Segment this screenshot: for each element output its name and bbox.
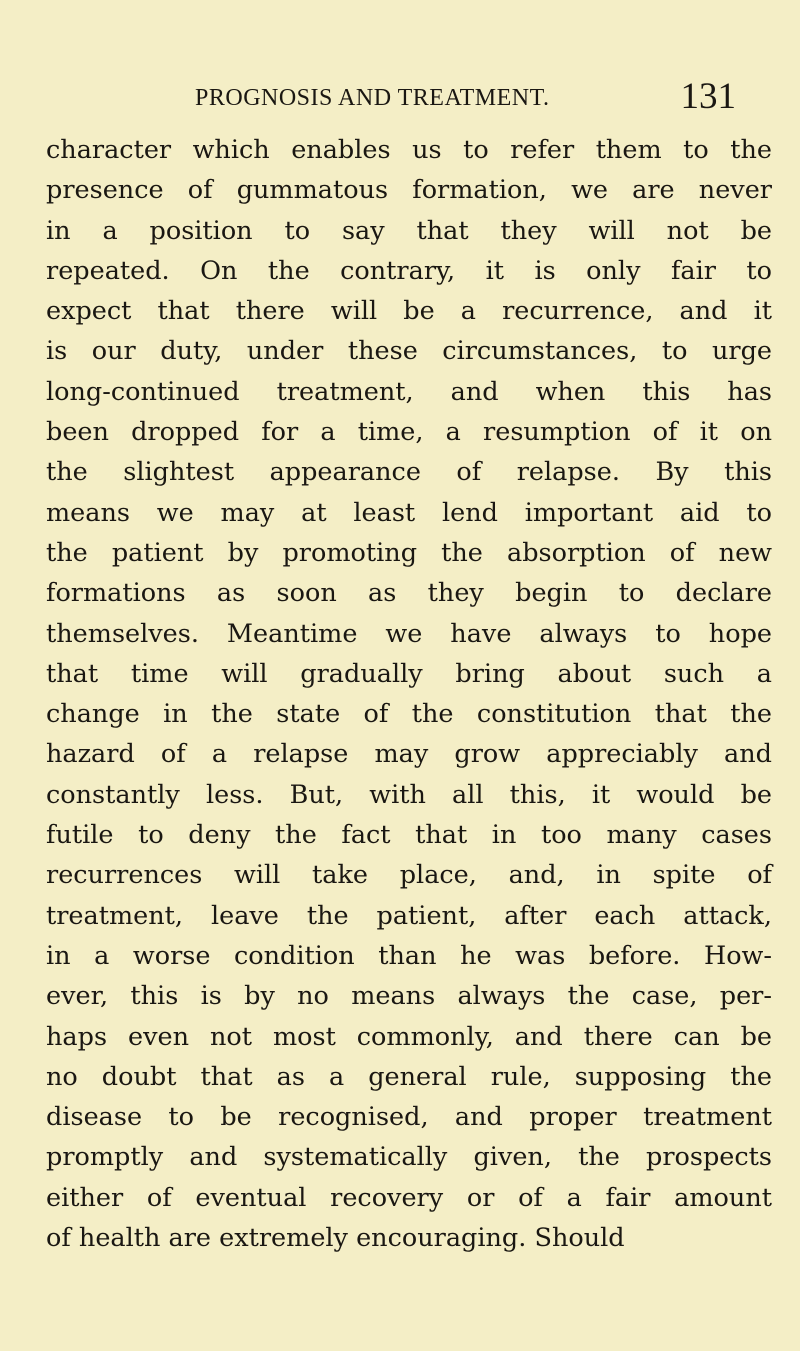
text-line: repeated. On the contrary, it is only fair to <box>46 255 772 286</box>
text-line: disease to be recognised, and proper treatment <box>46 1102 772 1133</box>
text-line: either of eventual recovery or of a fair amount <box>46 1182 772 1213</box>
text-line: in a worse condition than he was before. How- <box>46 940 772 971</box>
text-line: is our duty, under these circumstances, to urge <box>46 336 772 367</box>
text-line: treatment, leave the patient, after each attack, <box>46 900 772 931</box>
text-line: of health are extremely encouraging. Should <box>46 1223 625 1254</box>
text-line: the patient by promoting the absorption of new <box>46 537 772 568</box>
text-line: expect that there will be a recurrence, and it <box>46 296 772 327</box>
text-line: that time will gradually bring about such a <box>46 658 772 689</box>
text-line: ever, this is by no means always the case, per- <box>46 981 772 1012</box>
text-line: constantly less. But, with all this, it would be <box>46 779 772 810</box>
text-line: long-continued treatment, and when this has <box>46 376 772 407</box>
body-text <box>46 130 772 1258</box>
text-line: in a position to say that they will not be <box>46 215 772 246</box>
text-line: futile to deny the fact that in too many cases <box>46 820 772 851</box>
text-line: change in the state of the constitution that the <box>46 699 772 730</box>
text-line: character which enables us to refer them to the <box>46 135 772 165</box>
text-line: the slightest appearance of relapse. By this <box>46 457 772 488</box>
text-line: themselves. Meantime we have always to hope <box>46 618 772 649</box>
text-line: hazard of a relapse may grow appreciably and <box>46 739 772 770</box>
text-line: haps even not most commonly, and there can be <box>46 1021 772 1052</box>
text-line: formations as soon as they begin to declare <box>46 578 772 609</box>
running-title: PROGNOSIS AND TREATMENT. <box>195 85 550 111</box>
text-line: recurrences will take place, and, in spite of <box>46 860 772 891</box>
page-number: 131 <box>680 76 736 117</box>
text-line: promptly and systematically given, the prospects <box>46 1142 772 1173</box>
text-line: been dropped for a time, a resumption of it on <box>46 417 772 448</box>
text-line: presence of gummatous formation, we are never <box>46 175 772 206</box>
text-line: no doubt that as a general rule, supposing the <box>46 1061 772 1092</box>
text-line: means we may at least lend important aid to <box>46 497 772 528</box>
running-head <box>0 77 800 121</box>
